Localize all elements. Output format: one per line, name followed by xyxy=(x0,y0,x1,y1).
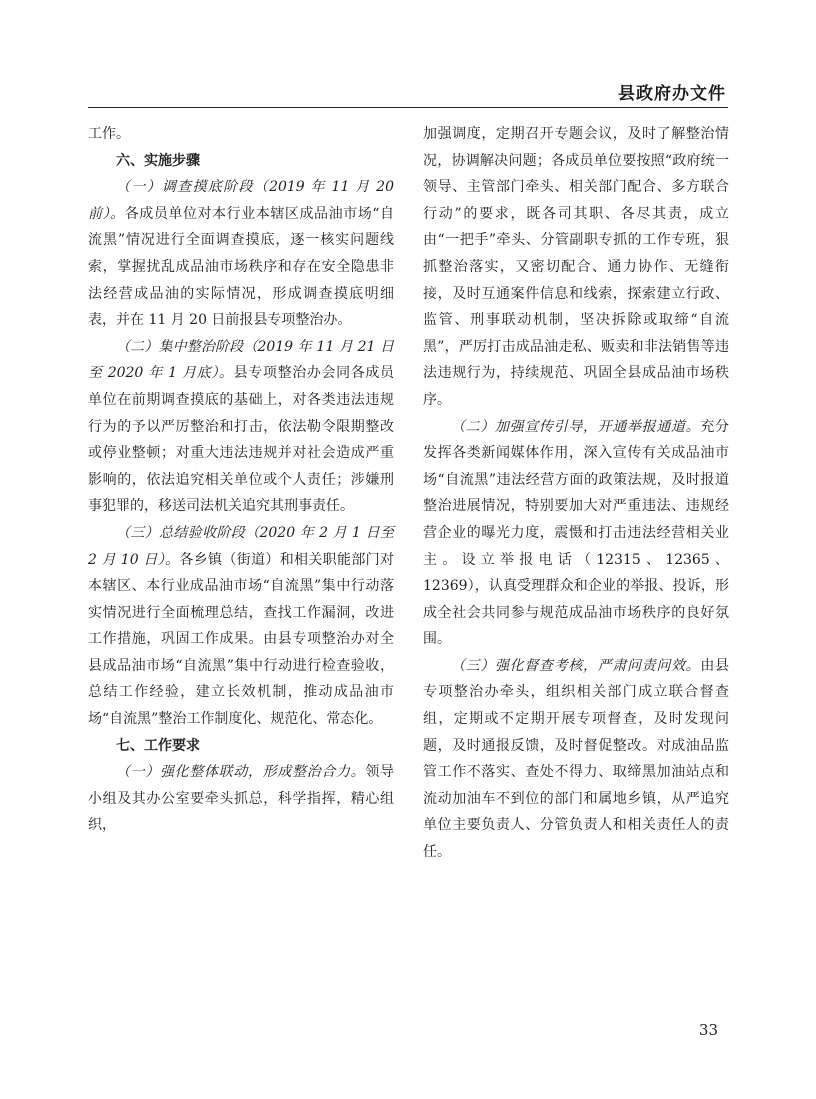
section-heading-7: 七、工作要求 xyxy=(116,737,200,754)
paragraph-body: 各成员单位对本行业本辖区成品油市场“自流黑”情况进行全面调查摸底，逐一核实问题线索，掌握扰乱成品油市场秩序和存在安全隐患非法经营成品油的实际情况，形成调查摸底明细表，并在 11 月 20 日前报县专项整治办。 xyxy=(88,205,395,329)
left-column xyxy=(88,121,394,839)
paragraph-lead: （二）加强宣传引导，开通举报通道。 xyxy=(451,418,701,435)
paragraph-lead: （三）总结验收阶段（2020 年 2 月 1 日至 2 月 10 日）。 xyxy=(88,524,394,568)
right-column xyxy=(423,121,729,866)
paragraph-body: 领导小组及其办公室要牵头抓总，科学指挥，精心组织， xyxy=(88,764,395,834)
paragraph: 加强调度，定期召开专题会议，及时了解整治情况，协调解决问题；各成员单位要按照“政府统一领导、主管部门牵头、相关部门配合、多方联合行动”的要求，既各司其职、各尽其责，成立由“一把手”牵头、分管副职专抓的工作专班，狠抓整治落实，又密切配合、通力协作、无缝衔接，及时互通案件信息和线索，探索建立行政、监管、刑事联动机制，坚决拆除或取缔“自流黑”，严厉打击成品油走私、贩卖和非法销售等违法违规行为，持续规范、巩固全县成品油市场秩序。 xyxy=(423,126,729,408)
paragraph xyxy=(423,653,729,866)
section-heading-6: 六、实施步骤 xyxy=(116,152,200,169)
header-title: 县政府办文件 xyxy=(618,84,726,104)
paragraph xyxy=(88,334,394,520)
paragraph-lead: （一）强化整体联动，形成整治合力。 xyxy=(116,764,366,781)
paragraph-body: 充分发挥各类新闻媒体作用，深入宣传有关成品油市场“自流黑”违法经营方面的政策法规，及时报道整治进展情况，特别要加大对严重违法、违规经营企业的曝光力度，震慑和打击违法经营相关业主。设立举报电话（12315、12365、12369），认真受理群众和企业的举报、投诉，形成全社会共同参与规范成品油市场秩序的良好氛围。 xyxy=(423,418,730,648)
paragraph xyxy=(88,759,394,839)
paragraph-lead: （二）集中整治阶段（2019 年 11 月 21 日至 2020 年 1 月底）。 xyxy=(88,338,394,382)
header-rule xyxy=(88,107,728,108)
paragraph-lead: （三）强化督查考核，严肃问责问效。 xyxy=(451,657,701,674)
paragraph-body: 由县专项整治办牵头，组织相关部门成立联合督查组，定期或不定期开展专项督查，及时发现问题，及时通报反馈，及时督促整改。对成油品监管工作不落实、查处不得力、取缔黑加油站点和流动加油车不到位的部门和属地乡镇，从严追究单位主要负责人、分管负责人和相关责任人的责任。 xyxy=(423,657,730,861)
page-number: 33 xyxy=(698,1021,718,1039)
paragraph-body: 各乡镇（街道）和相关职能部门对本辖区、本行业成品油市场“自流黑”集中行动落实情况进行全面梳理总结，查找工作漏洞，改进工作措施，巩固工作成果。由县专项整治办对全县成品油市场“自流黑”集中行动进行检查验收，总结工作经验，建立长效机制，推动成品油市场“自流黑”整治工作制度化、规范化、常态化。 xyxy=(88,551,395,728)
paragraph xyxy=(88,520,394,733)
paragraph-body: 县专项整治办会同各成员单位在前期调查摸底的基础上，对各类违法违规行为的予以严厉整治和打击，依法勒令限期整改或停业整顿；对重大违法违规并对社会造成严重影响的，依法追究相关单位或个人责任；涉嫌刑事犯罪的，移送司法机关追究其刑事责任。 xyxy=(88,365,394,515)
paragraph: 工作。 xyxy=(88,126,130,142)
paragraph-lead: （一）调查摸底阶段（2019 年 11 月 20 前）。 xyxy=(88,179,394,222)
paragraph xyxy=(88,174,394,334)
paragraph xyxy=(423,414,729,653)
